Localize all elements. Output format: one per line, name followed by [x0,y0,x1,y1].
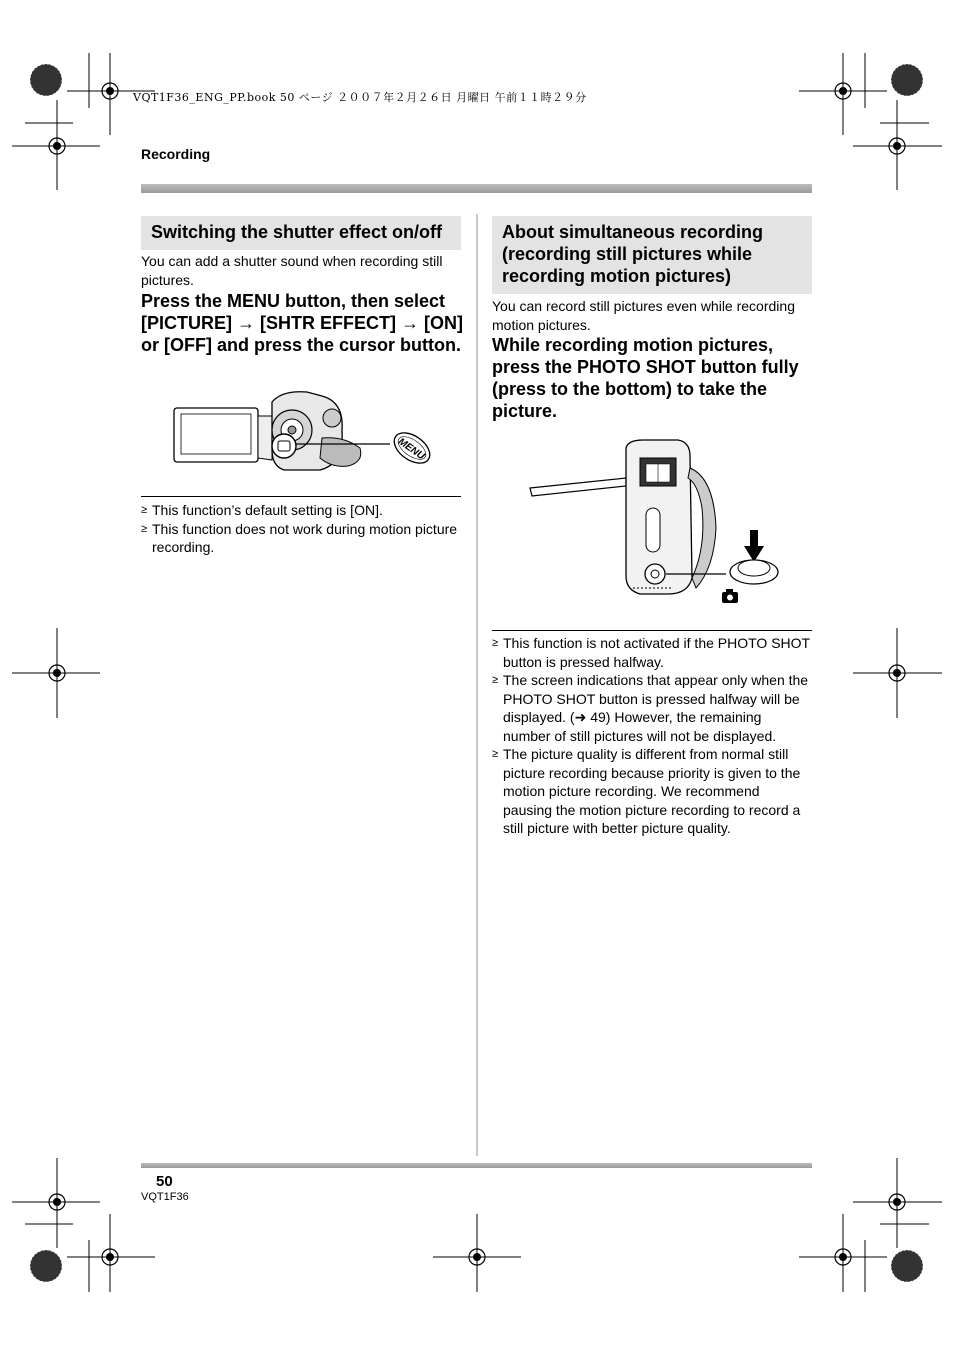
bullet-glyph: ≥ [492,748,499,760]
note-text: The screen indications that appear only when the PHOTO SHOT button is pressed halfway will be displayed. (➜ 49) However, the remaining number of still pictures will not be displayed. [503,672,809,744]
registration-mark-icon [30,1250,62,1282]
note-item [141,501,463,520]
right-heading: About simultaneous recording (recording still pictures while recording motion pictures) [492,216,812,294]
right-notes [492,634,812,838]
registration-mark-icon [891,64,923,96]
bullet-glyph: ≥ [141,504,148,516]
camcorder-photo-shot-illustration [528,438,788,610]
document-code: VQT1F36 [141,1191,189,1203]
registration-mark-icon [30,64,62,96]
left-intro: You can add a shutter sound when recording still pictures. [141,253,443,288]
book-file-line: VQT1F36_ENG_PP.book 50 ページ ２００７年２月２６日 月曜日 午前１１時２９分 [133,91,587,104]
note-text: This function is not activated if the PHOTO SHOT button is pressed halfway. [503,635,810,670]
right-notes-rule [492,630,812,631]
bullet-glyph: ≥ [492,637,499,649]
left-heading: Switching the shutter effect on/off [141,216,461,250]
footer-rule [141,1163,812,1168]
bullet-glyph: ≥ [141,522,148,535]
menu-button-label: MENU [395,436,427,463]
note-item [492,671,812,745]
left-instruction: Press the MENU button, then select [PICTURE] → [SHTR EFFECT] → [ON] or [OFF] and press the cursor button. [141,291,463,355]
left-notes-rule [141,496,461,497]
camcorder-menu-illustration [172,388,442,480]
note-text: This function does not work during motion picture recording. [152,520,458,555]
column-divider [476,214,478,1156]
left-notes [141,501,463,557]
right-intro: You can record still pictures even while recording motion pictures. [492,298,795,333]
note-item [492,745,812,838]
note-text: This function’s default setting is [ON]. [152,502,383,518]
right-instruction: While recording motion pictures, press the PHOTO SHOT button fully (press to the bottom) to take the picture. [492,335,799,421]
section-label: Recording [141,146,211,162]
note-item [492,634,812,671]
camera-icon [722,589,738,603]
bullet-glyph: ≥ [492,674,499,686]
header-rule [141,184,812,193]
page-number: 50 [156,1173,173,1190]
registration-mark-icon [891,1250,923,1282]
down-arrow-icon [744,530,764,562]
note-item [141,520,463,557]
note-text: The picture quality is different from normal still picture recording because priority is given to the motion picture recording. We recommend pausing the motion picture recording to record a still picture with better picture quality. [503,746,801,836]
